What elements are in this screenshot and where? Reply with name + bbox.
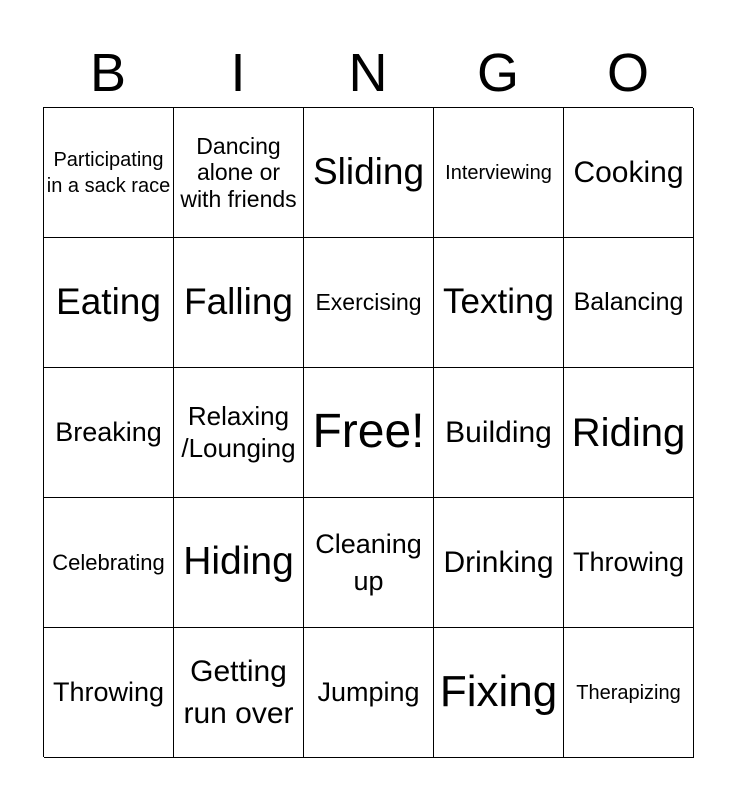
cell-text: Sliding	[312, 151, 425, 193]
cell-text: Interviewing	[445, 161, 552, 184]
header-letter-g: G	[476, 43, 519, 103]
cell-text: Throwing	[572, 547, 685, 578]
bingo-cell-r3c4[interactable]	[434, 368, 564, 498]
bingo-cell-r2c3[interactable]	[304, 238, 434, 368]
bingo-cell-r5c3[interactable]	[304, 628, 434, 758]
cell-text: Relaxing /Lounging	[181, 401, 296, 463]
free-space: Free!	[312, 405, 425, 459]
header-letter-o: O	[606, 43, 649, 103]
bingo-cell-r3c5[interactable]	[564, 368, 694, 498]
bingo-cell-r3c2[interactable]	[174, 368, 304, 498]
bingo-cell-r1c3[interactable]	[304, 108, 434, 238]
cell-text: Riding	[571, 410, 686, 455]
bingo-cell-r3c1[interactable]	[44, 368, 174, 498]
cell-text: Dancing alone or with friends	[180, 132, 297, 212]
bingo-cell-r2c1[interactable]	[44, 238, 174, 368]
bingo-cell-r5c1[interactable]	[44, 628, 174, 758]
bingo-cell-r3c3[interactable]	[304, 368, 434, 498]
bingo-cell-r4c5[interactable]	[564, 498, 694, 628]
header-letter-b: B	[89, 43, 127, 103]
bingo-cell-r2c5[interactable]	[564, 238, 694, 368]
bingo-cell-r5c2[interactable]	[174, 628, 304, 758]
bingo-cell-r1c5[interactable]	[564, 108, 694, 238]
bingo-cell-r1c4[interactable]	[434, 108, 564, 238]
cell-text: Throwing	[52, 677, 165, 708]
bingo-cell-r2c2[interactable]	[174, 238, 304, 368]
cell-text: Fixing	[439, 667, 558, 717]
cell-text: Participating in a sack race	[46, 148, 171, 197]
cell-text: Eating	[56, 281, 161, 323]
bingo-cell-r1c2[interactable]	[174, 108, 304, 238]
cell-text: Exercising	[315, 289, 422, 316]
bingo-cell-r4c3[interactable]	[304, 498, 434, 628]
header-letter-i: I	[230, 43, 246, 103]
cell-text: Building	[445, 415, 552, 449]
cell-text: Therapizing	[576, 681, 681, 704]
bingo-cell-r4c4[interactable]	[434, 498, 564, 628]
bingo-cell-r2c4[interactable]	[434, 238, 564, 368]
bingo-cell-r4c1[interactable]	[44, 498, 174, 628]
bingo-cell-r1c1[interactable]	[44, 108, 174, 238]
cell-text: Texting	[443, 282, 554, 322]
cell-text: Getting run over	[183, 654, 294, 730]
cell-text: Jumping	[317, 677, 420, 708]
bingo-cell-r5c5[interactable]	[564, 628, 694, 758]
cell-text: Cooking	[573, 155, 684, 189]
cell-text: Falling	[184, 281, 293, 323]
cell-text: Cleaning up	[315, 529, 422, 596]
cell-text: Drinking	[443, 545, 554, 579]
header-letter-n: N	[348, 43, 388, 103]
bingo-cell-r5c4[interactable]	[434, 628, 564, 758]
cell-text: Hiding	[183, 540, 294, 584]
bingo-cell-r4c2[interactable]	[174, 498, 304, 628]
bingo-header	[43, 40, 693, 106]
bingo-board	[43, 107, 693, 757]
cell-text: Balancing	[573, 287, 684, 316]
cell-text: Celebrating	[52, 549, 165, 575]
cell-text: Breaking	[55, 417, 162, 448]
